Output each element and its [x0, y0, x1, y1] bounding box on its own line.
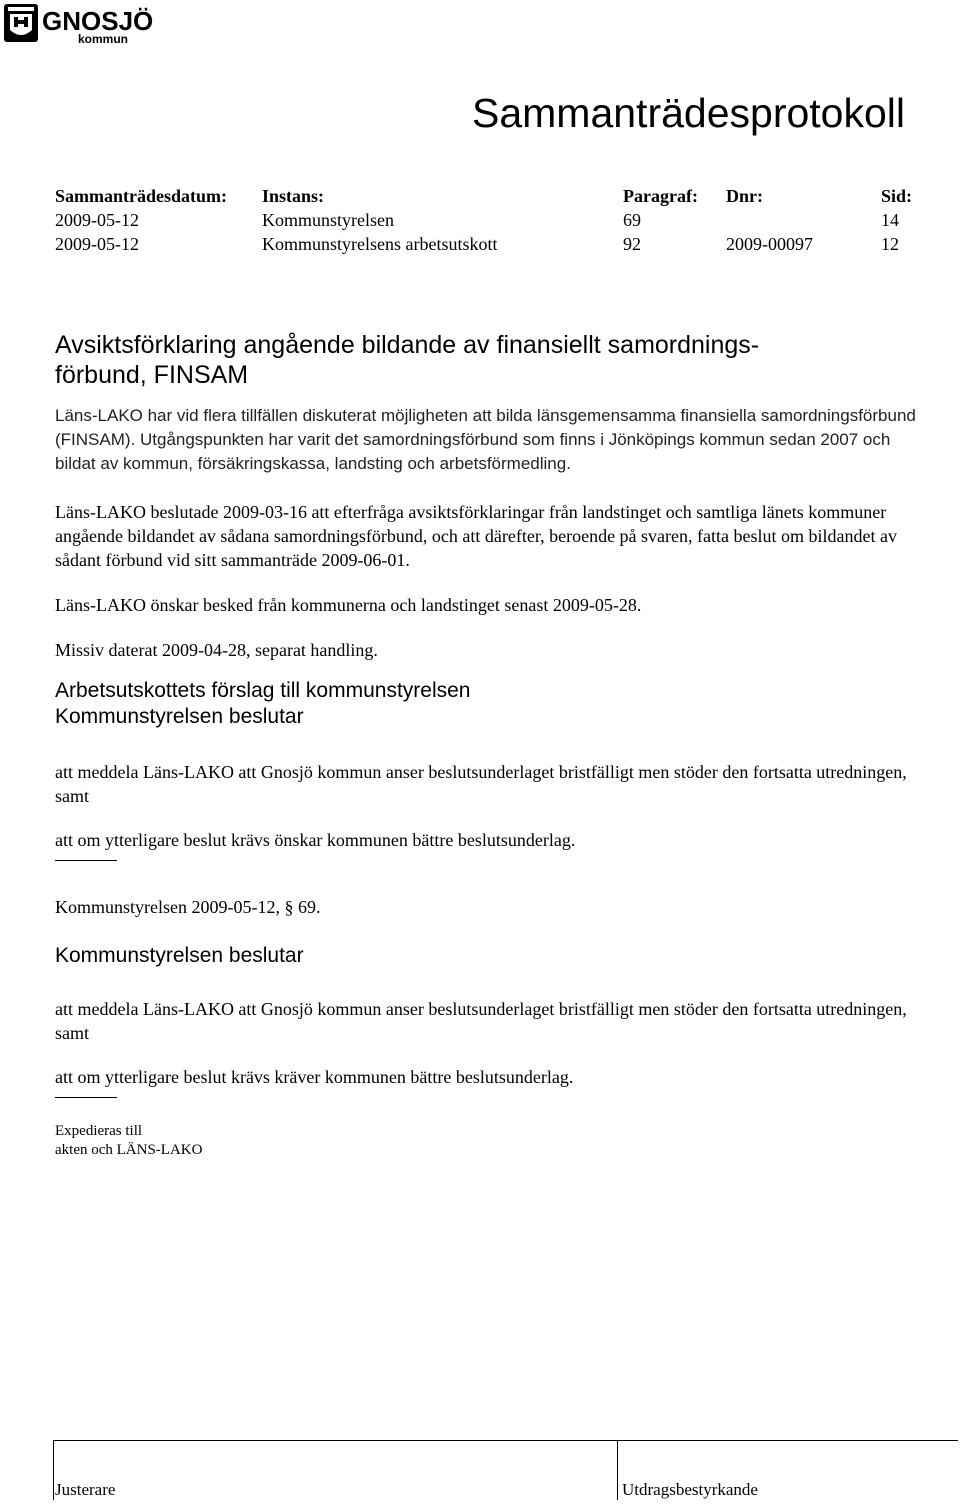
expedieras-label: Expedieras till [55, 1123, 143, 1139]
meta-instance: Kommunstyrelsen [262, 210, 394, 230]
section-heading [55, 330, 935, 390]
header-dnr: Dnr: [726, 186, 763, 206]
separator-line [55, 1097, 117, 1098]
document-title: Sammanträdesprotokoll [472, 90, 905, 136]
au-decision: att meddela Läns-LAKO att Gnosjö kommun anser beslutsunderlaget bristfälligt men stöder den fortsatta utredningen, samt [55, 762, 907, 806]
ks-decision: att om ytterligare beslut krävs kräver kommunen bättre beslutsunderlag. [55, 1067, 574, 1087]
logo-name: GNOSJÖ [42, 6, 154, 36]
crest-icon [4, 4, 38, 42]
expedieras-recipients: akten och LÄNS-LAKO [55, 1142, 203, 1158]
logo-sub: kommun [78, 32, 129, 46]
meta-date: 2009-05-12 [55, 234, 139, 254]
ks-reference: Kommunstyrelsen 2009-05-12, § 69. [55, 897, 321, 917]
intro-paragraph: Läns-LAKO har vid flera tillfällen diskuterat möjligheten att bilda länsgemensamma finansiella samordningsförbund (FINSAM). Utgångspunkten har varit det samordningsförbund som finns i Jönköpings kommun sedan 2007 och bildat av kommun, försäkringskassa, landsting och arbetsförmedling. [55, 406, 916, 473]
protocol-body [55, 330, 935, 1160]
separator-line [55, 860, 117, 861]
meta-dnr: 2009-00097 [726, 234, 813, 254]
meta-page: 12 [881, 234, 899, 254]
au-decision: att om ytterligare beslut krävs önskar kommunen bättre beslutsunderlag. [55, 830, 576, 850]
header-paragraph: Paragraf: [623, 186, 698, 206]
justerare-label: Justerare [55, 1480, 116, 1499]
body-paragraph: Läns-LAKO beslutade 2009-03-16 att efterfråga avsiktsförklaringar från landstinget och samtliga länets kommuner angående bildandet av sådana samordningsförbund, och att därefter, beroende på svaren, fatta beslut om bildandet av sådant förbund vid sitt sammanträde 2009-06-01. [55, 502, 897, 570]
header-page: Sid: [881, 186, 913, 206]
ks-heading: Kommunstyrelsen beslutar [55, 944, 304, 967]
meta-instance: Kommunstyrelsens arbetsutskott [262, 234, 498, 254]
au-proposal-heading [55, 678, 935, 730]
body-paragraph: Läns-LAKO önskar besked från kommunerna och landstinget senast 2009-05-28. [55, 595, 642, 615]
section-heading-line-2: förbund, FINSAM [55, 361, 249, 389]
body-paragraph: Missiv daterat 2009-04-28, separat handling. [55, 640, 378, 660]
footer-divider [53, 1440, 54, 1500]
meta-date: 2009-05-12 [55, 210, 139, 230]
utdragsbestyrkande-label: Utdragsbestyrkande [622, 1480, 758, 1499]
header-instance: Instans: [262, 186, 325, 206]
footer-border [53, 1440, 958, 1481]
meta-paragraph: 69 [623, 210, 641, 230]
meta-page: 14 [881, 210, 899, 230]
au-subheading: Kommunstyrelsen beslutar [55, 705, 304, 728]
signature-footer [55, 1480, 935, 1502]
au-heading: Arbetsutskottets förslag till kommunstyrelsen [55, 679, 471, 702]
header-date: Sammanträdesdatum: [55, 186, 228, 206]
meta-paragraph: 92 [623, 234, 641, 254]
footer-divider [617, 1440, 618, 1500]
ks-decision: att meddela Läns-LAKO att Gnosjö kommun anser beslutsunderlaget bristfälligt men stöder den fortsatta utredningen, samt [55, 999, 907, 1043]
section-heading-line-1: Avsiktsförklaring angående bildande av finansiellt samordnings- [55, 331, 760, 359]
gnosjo-kommun-logo [2, 2, 170, 46]
